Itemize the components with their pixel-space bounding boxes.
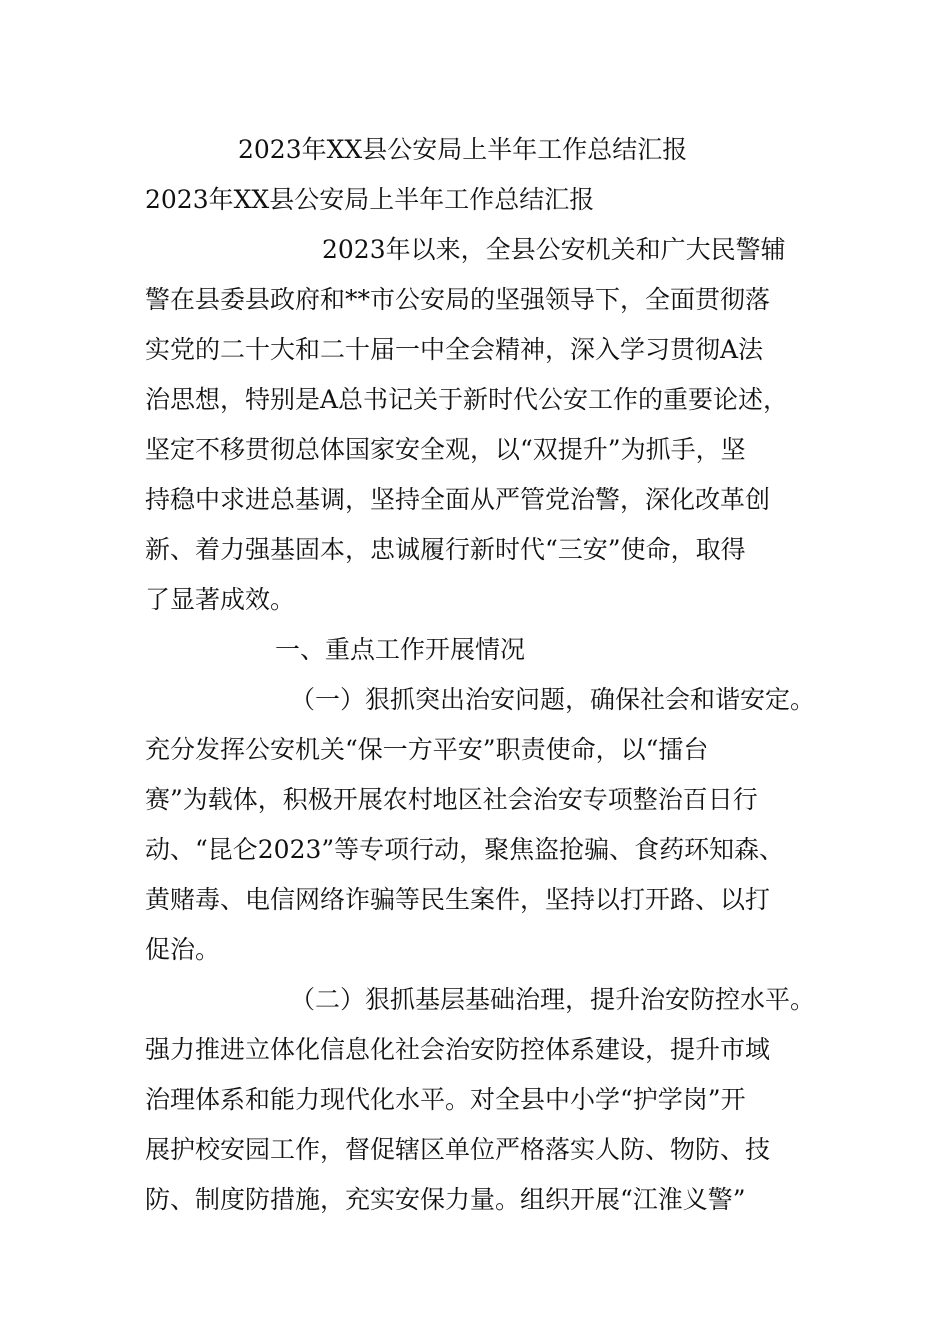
document-subtitle: 2023年XX县公安局上半年工作总结汇报: [145, 185, 595, 214]
paragraph-line: 坚定不移贯彻总体国家安全观，以“双提升”为抓手，坚: [145, 435, 746, 464]
paragraph-line: 动、“昆仑2023”等专项行动，聚焦盗抢骗、食药环知森、: [145, 835, 785, 864]
paragraph-line: 2023年以来，全县公安机关和广大民警辅: [322, 235, 786, 264]
item-heading: （一）狠抓突出治安问题，确保社会和谐安定。: [290, 685, 816, 714]
paragraph-line: 了显著成效。: [145, 585, 296, 614]
paragraph-line: 展护校安园工作，督促辖区单位严格落实人防、物防、技: [145, 1135, 771, 1164]
paragraph-line: 新、着力强基固本，忠诚履行新时代“三安”使命，取得: [145, 535, 746, 564]
paragraph-line: 促治。: [145, 935, 221, 964]
paragraph-line: 持稳中求进总基调，坚持全面从严管党治警，深化改革创: [145, 485, 771, 514]
paragraph-line: 充分发挥公安机关“保一方平安”职责使命，以“擂台: [145, 735, 709, 764]
paragraph-line: 防、制度防措施，充实安保力量。组织开展“江淮义警”: [145, 1185, 746, 1214]
item-heading: （二）狠抓基层基础治理，提升治安防控水平。: [290, 985, 816, 1014]
document-title: 2023年XX县公安局上半年工作总结汇报: [238, 135, 688, 164]
paragraph-line: 警在县委县政府和**市公安局的坚强领导下，全面贯彻落: [145, 285, 771, 314]
paragraph-line: 赛”为载体，积极开展农村地区社会治安专项整治百日行: [145, 785, 758, 814]
section-heading: 一、重点工作开展情况: [275, 635, 526, 664]
paragraph-line: 强力推进立体化信息化社会治安防控体系建设，提升市域: [145, 1035, 771, 1064]
paragraph-line: 黄赌毒、电信网络诈骗等民生案件，坚持以打开路、以打: [145, 885, 771, 914]
paragraph-line: 实党的二十大和二十届一中全会精神，深入学习贯彻A法: [145, 335, 764, 364]
paragraph-line: 治理体系和能力现代化水平。对全县中小学“护学岗”开: [145, 1085, 746, 1114]
paragraph-line: 治思想，特别是A总书记关于新时代公安工作的重要论述，: [145, 385, 789, 414]
